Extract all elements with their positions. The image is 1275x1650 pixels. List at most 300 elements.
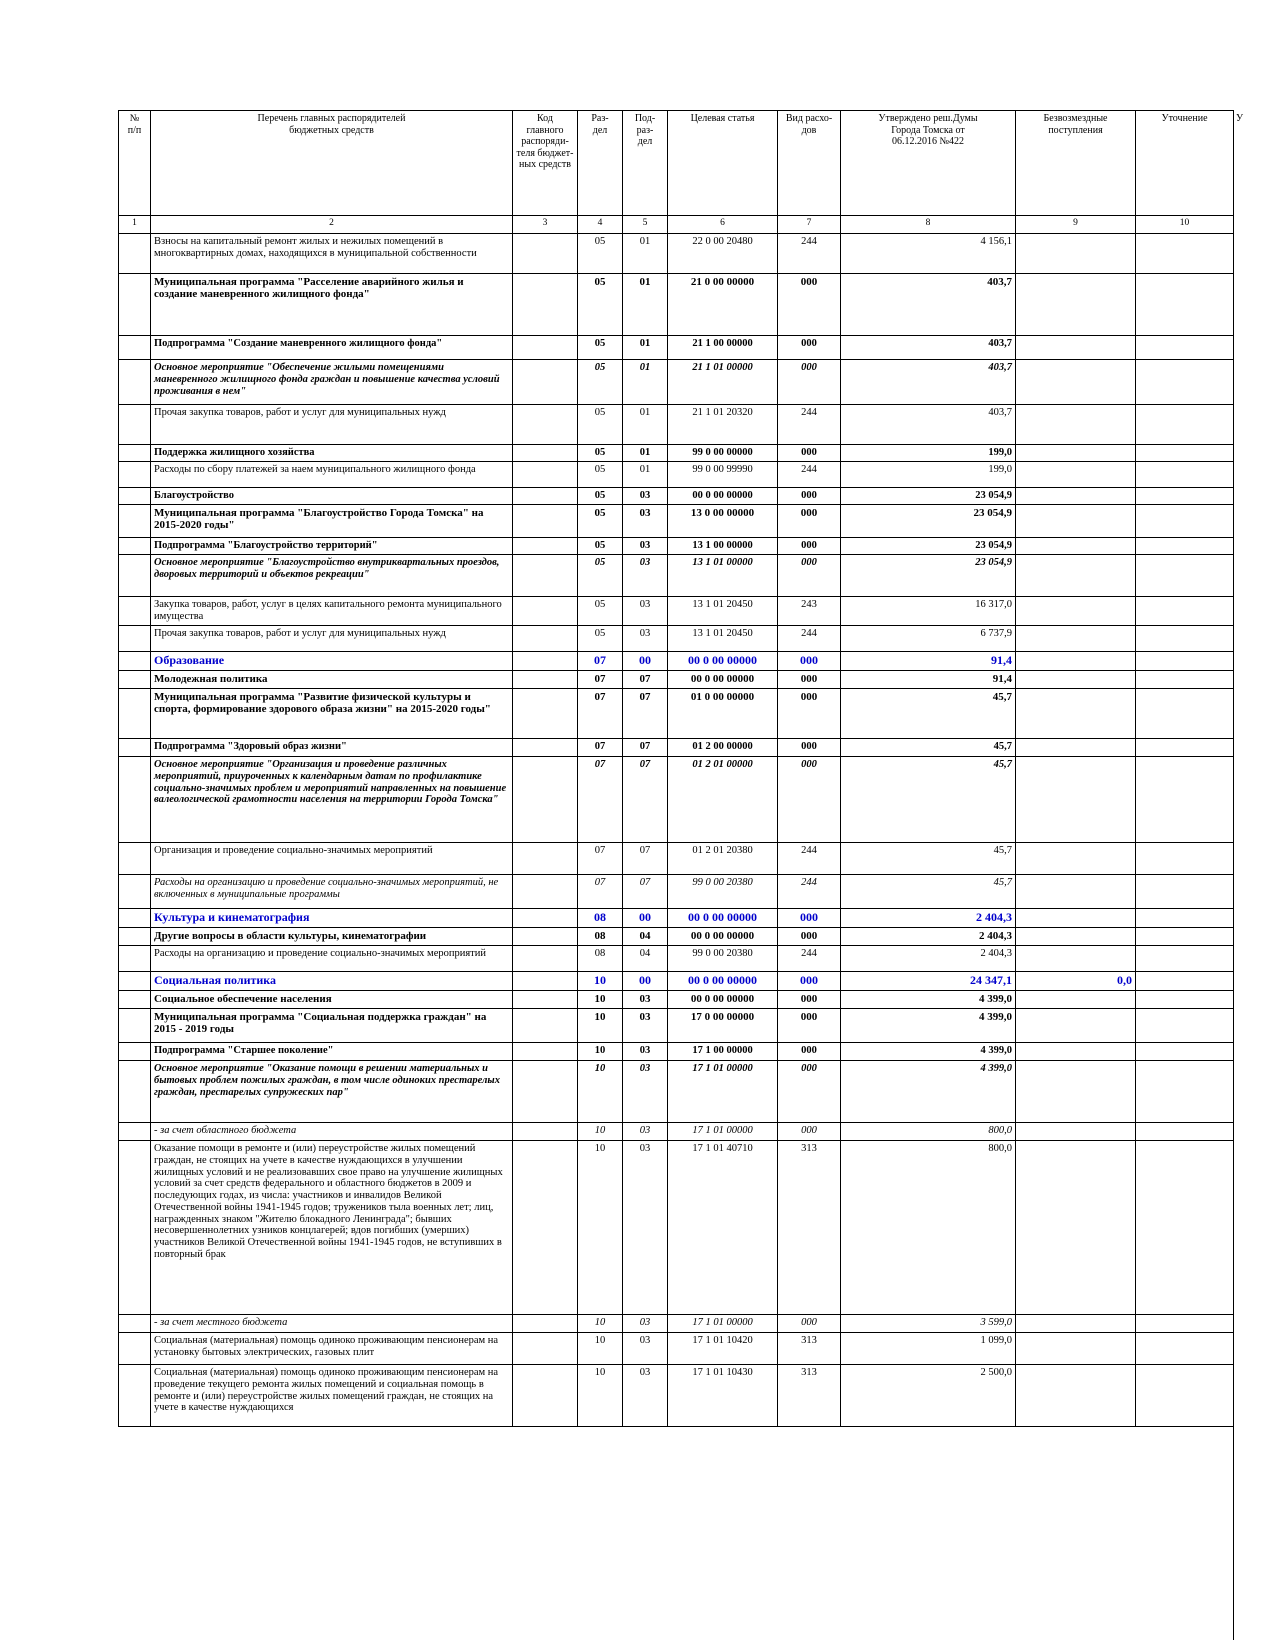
cell-vid: 000 [778,445,841,462]
cell-kod [513,757,578,843]
cell-kod [513,739,578,757]
cell-vid: 244 [778,626,841,652]
colnum-3: 3 [513,216,578,234]
cell-bezvozmezdnye [1016,1009,1136,1043]
cell-kod [513,972,578,991]
cell-number [119,946,151,972]
cell-vid: 000 [778,274,841,336]
cell-name: Подпрограмма "Благоустройство территорий" [151,538,513,555]
cell-bezvozmezdnye [1016,671,1136,689]
cell-vid: 000 [778,1043,841,1061]
cell-kod [513,689,578,739]
cell-number [119,1009,151,1043]
cell-podrazdel: 03 [623,597,668,626]
cell-razdel: 10 [578,1365,623,1427]
cell-celevaya: 17 1 01 00000 [668,1315,778,1333]
cell-podrazdel: 07 [623,757,668,843]
cell-utverzhdeno: 91,4 [841,671,1016,689]
cell-vid: 000 [778,1061,841,1123]
cell-kod [513,336,578,360]
cell-number [119,597,151,626]
colnum-5: 5 [623,216,668,234]
cell-celevaya: 01 0 00 00000 [668,689,778,739]
cell-name: Образование [151,652,513,671]
cell-kod [513,445,578,462]
cell-celevaya: 17 0 00 00000 [668,1009,778,1043]
cell-bezvozmezdnye [1016,234,1136,274]
table-row [119,360,1234,405]
cell-kod [513,991,578,1009]
cell-utverzhdeno: 1 099,0 [841,1333,1016,1365]
cell-number [119,757,151,843]
cell-celevaya: 99 0 00 00000 [668,445,778,462]
cell-utochnenie [1136,234,1234,274]
cell-vid: 244 [778,462,841,488]
table-row [119,1061,1234,1123]
cell-utverzhdeno: 4 399,0 [841,991,1016,1009]
cell-kod [513,1365,578,1427]
cell-celevaya: 17 1 01 10430 [668,1365,778,1427]
cell-number [119,991,151,1009]
cell-utverzhdeno: 4 156,1 [841,234,1016,274]
cell-vid: 000 [778,757,841,843]
colnum-7: 7 [778,216,841,234]
cell-podrazdel: 04 [623,946,668,972]
cell-kod [513,875,578,909]
cell-utverzhdeno: 403,7 [841,360,1016,405]
cell-celevaya: 00 0 00 00000 [668,909,778,928]
table-row [119,972,1234,991]
cell-utochnenie [1136,538,1234,555]
header-kod: Код главного распоряди- теля бюджет- ных средств [513,111,578,216]
cell-name: Благоустройство [151,488,513,505]
cell-utochnenie [1136,488,1234,505]
cell-kod [513,928,578,946]
cell-number [119,538,151,555]
cell-number [119,405,151,445]
cell-bezvozmezdnye [1016,626,1136,652]
cell-vid: 000 [778,909,841,928]
cell-number [119,555,151,597]
cell-vid: 313 [778,1333,841,1365]
table-row [119,505,1234,538]
cell-utverzhdeno: 2 404,3 [841,909,1016,928]
cell-podrazdel: 01 [623,274,668,336]
cell-kod [513,1315,578,1333]
cell-vid: 000 [778,336,841,360]
cell-kod [513,1043,578,1061]
cell-utverzhdeno: 45,7 [841,757,1016,843]
cell-kod [513,405,578,445]
cell-bezvozmezdnye [1016,991,1136,1009]
colnum-1: 1 [119,216,151,234]
cell-vid: 000 [778,360,841,405]
table-row [119,1123,1234,1141]
cell-razdel: 07 [578,671,623,689]
cell-number [119,972,151,991]
cell-celevaya: 17 1 00 00000 [668,1043,778,1061]
cell-utverzhdeno: 800,0 [841,1123,1016,1141]
cell-number [119,739,151,757]
cell-podrazdel: 03 [623,538,668,555]
cell-utverzhdeno: 45,7 [841,843,1016,875]
cell-vid: 244 [778,405,841,445]
cell-kod [513,1009,578,1043]
cell-utverzhdeno: 4 399,0 [841,1061,1016,1123]
column-numbering-row [119,216,1234,234]
cell-name: Основное мероприятие "Обеспечение жилыми помещениями маневренного жилищного фонда граждан и повышение качества условий проживания в нем" [151,360,513,405]
cell-podrazdel: 03 [623,1365,668,1427]
cell-vid: 000 [778,538,841,555]
table-row [119,671,1234,689]
cell-vid: 244 [778,843,841,875]
cell-podrazdel: 01 [623,462,668,488]
cell-name: Расходы на организацию и проведение социально-значимых мероприятий, не включенных в муниципальные программы [151,875,513,909]
cell-celevaya: 99 0 00 99990 [668,462,778,488]
cell-name: Прочая закупка товаров, работ и услуг для муниципальных нужд [151,626,513,652]
cell-podrazdel: 00 [623,652,668,671]
table-row [119,689,1234,739]
cell-number [119,336,151,360]
cell-bezvozmezdnye [1016,928,1136,946]
cell-celevaya: 99 0 00 20380 [668,875,778,909]
cell-kod [513,1141,578,1315]
cell-kod [513,909,578,928]
cell-number [119,488,151,505]
cell-vid: 000 [778,1009,841,1043]
table-row [119,234,1234,274]
table-row [119,462,1234,488]
cell-utochnenie [1136,1043,1234,1061]
cell-bezvozmezdnye [1016,445,1136,462]
cell-celevaya: 13 1 00 00000 [668,538,778,555]
cell-utochnenie [1136,671,1234,689]
cell-vid: 000 [778,652,841,671]
cell-vid: 313 [778,1365,841,1427]
cell-name: Социальная политика [151,972,513,991]
cell-kod [513,538,578,555]
cell-podrazdel: 03 [623,1043,668,1061]
table-row [119,555,1234,597]
cell-bezvozmezdnye [1016,405,1136,445]
cell-kod [513,671,578,689]
cell-utochnenie [1136,972,1234,991]
cell-razdel: 05 [578,505,623,538]
header-number: № п/п [119,111,151,216]
cell-utochnenie [1136,445,1234,462]
cell-utverzhdeno: 23 054,9 [841,538,1016,555]
header-razdel: Раз- дел [578,111,623,216]
cell-name: Взносы на капитальный ремонт жилых и нежилых помещений в многоквартирных домах, находящихся в муниципальной собственности [151,234,513,274]
cell-razdel: 10 [578,1043,623,1061]
cell-number [119,843,151,875]
cell-podrazdel: 03 [623,1061,668,1123]
cell-vid: 243 [778,597,841,626]
table-row [119,488,1234,505]
colnum-9: 9 [1016,216,1136,234]
cell-razdel: 10 [578,972,623,991]
cell-kod [513,843,578,875]
cell-number [119,462,151,488]
cell-bezvozmezdnye [1016,1333,1136,1365]
cell-number [119,1141,151,1315]
table-row [119,909,1234,928]
header-next-column: У [1236,113,1244,124]
cell-vid: 000 [778,1123,841,1141]
cell-bezvozmezdnye [1016,1315,1136,1333]
cell-kod [513,462,578,488]
cell-bezvozmezdnye [1016,538,1136,555]
cell-utverzhdeno: 45,7 [841,689,1016,739]
cell-podrazdel: 07 [623,843,668,875]
cell-kod [513,234,578,274]
table-row [119,1043,1234,1061]
cell-podrazdel: 03 [623,1333,668,1365]
table-header [119,111,1234,234]
cell-utverzhdeno: 16 317,0 [841,597,1016,626]
cell-razdel: 07 [578,757,623,843]
cell-bezvozmezdnye [1016,462,1136,488]
cell-number [119,1043,151,1061]
cell-vid: 000 [778,689,841,739]
cell-bezvozmezdnye: 0,0 [1016,972,1136,991]
cell-razdel: 05 [578,445,623,462]
cell-razdel: 05 [578,597,623,626]
cell-vid: 000 [778,505,841,538]
cell-bezvozmezdnye [1016,488,1136,505]
colnum-4: 4 [578,216,623,234]
cell-podrazdel: 01 [623,445,668,462]
cell-celevaya: 13 0 00 00000 [668,505,778,538]
cell-razdel: 05 [578,360,623,405]
cell-kod [513,1061,578,1123]
cell-utochnenie [1136,739,1234,757]
cell-vid: 244 [778,875,841,909]
cell-name: Культура и кинематография [151,909,513,928]
cell-utverzhdeno: 4 399,0 [841,1009,1016,1043]
cell-podrazdel: 01 [623,336,668,360]
cell-number [119,928,151,946]
table-row [119,843,1234,875]
cell-utochnenie [1136,360,1234,405]
table-row [119,1333,1234,1365]
cell-bezvozmezdnye [1016,360,1136,405]
cell-utochnenie [1136,928,1234,946]
cell-utochnenie [1136,597,1234,626]
cell-number [119,909,151,928]
cell-number [119,445,151,462]
header-name: Перечень главных распорядителей бюджетных средств [151,111,513,216]
cell-razdel: 10 [578,1009,623,1043]
cell-name: Подпрограмма "Создание маневренного жилищного фонда" [151,336,513,360]
cell-number [119,274,151,336]
cell-bezvozmezdnye [1016,597,1136,626]
budget-table [118,110,1234,1427]
cell-number [119,505,151,538]
table-row [119,991,1234,1009]
cell-podrazdel: 07 [623,671,668,689]
cell-podrazdel: 03 [623,1315,668,1333]
cell-celevaya: 00 0 00 00000 [668,991,778,1009]
cell-utverzhdeno: 6 737,9 [841,626,1016,652]
cell-name: Прочая закупка товаров, работ и услуг для муниципальных нужд [151,405,513,445]
cell-razdel: 05 [578,336,623,360]
cell-podrazdel: 03 [623,1009,668,1043]
cell-utochnenie [1136,505,1234,538]
cell-number [119,360,151,405]
cell-utochnenie [1136,626,1234,652]
cell-podrazdel: 07 [623,689,668,739]
cell-vid: 000 [778,739,841,757]
table-row [119,597,1234,626]
cell-vid: 000 [778,671,841,689]
cell-kod [513,652,578,671]
cell-name: Расходы на организацию и проведение социально-значимых мероприятий [151,946,513,972]
table-row [119,405,1234,445]
table-row [119,946,1234,972]
cell-name: Закупка товаров, работ, услуг в целях капитального ремонта муниципального имущества [151,597,513,626]
cell-celevaya: 21 1 01 20320 [668,405,778,445]
cell-utochnenie [1136,1009,1234,1043]
cell-utverzhdeno: 24 347,1 [841,972,1016,991]
cell-celevaya: 00 0 00 00000 [668,972,778,991]
cell-razdel: 10 [578,1333,623,1365]
cell-bezvozmezdnye [1016,1123,1136,1141]
cell-name: Организация и проведение социально-значимых мероприятий [151,843,513,875]
cell-vid: 000 [778,488,841,505]
cell-name: Основное мероприятие "Оказание помощи в решении материальных и бытовых проблем пожилых граждан, в том числе одиноких престарелых граждан, престарелых супружеских пар" [151,1061,513,1123]
cell-kod [513,946,578,972]
cell-name: Другие вопросы в области культуры, кинематографии [151,928,513,946]
table-row [119,757,1234,843]
cell-razdel: 05 [578,626,623,652]
cell-name: Основное мероприятие "Организация и проведение различных мероприятий, приуроченных к календарным датам по профилактике социально-значимых проблем и мероприятий направленных на повышение валеологической грамотности населения на территории Города Томска" [151,757,513,843]
cell-utochnenie [1136,405,1234,445]
cell-razdel: 05 [578,234,623,274]
table-row [119,274,1234,336]
cell-kod [513,555,578,597]
cell-utochnenie [1136,909,1234,928]
table-row [119,1315,1234,1333]
cell-utverzhdeno: 2 404,3 [841,946,1016,972]
cell-utverzhdeno: 403,7 [841,274,1016,336]
cell-razdel: 07 [578,843,623,875]
cell-razdel: 05 [578,538,623,555]
cell-vid: 244 [778,946,841,972]
cell-celevaya: 21 1 01 00000 [668,360,778,405]
cell-bezvozmezdnye [1016,336,1136,360]
cell-celevaya: 13 1 01 00000 [668,555,778,597]
cell-name: Подпрограмма "Старшее поколение" [151,1043,513,1061]
cell-podrazdel: 01 [623,405,668,445]
cell-name: Социальная (материальная) помощь одиноко проживающим пенсионерам на проведение текущего ремонта жилых помещений и социальная помощь в ремонте и (или) переустройстве жилых помещений граждан, не стоящих на учете в качестве нуждающихся [151,1365,513,1427]
cell-celevaya: 22 0 00 20480 [668,234,778,274]
cell-bezvozmezdnye [1016,1141,1136,1315]
header-utverzhdeno: Утверждено реш.Думы Города Томска от 06.12.2016 №422 [841,111,1016,216]
table-row [119,739,1234,757]
cell-razdel: 07 [578,652,623,671]
cell-razdel: 07 [578,689,623,739]
cell-razdel: 08 [578,909,623,928]
cell-kod [513,597,578,626]
cell-utochnenie [1136,555,1234,597]
cell-kod [513,505,578,538]
cell-razdel: 05 [578,405,623,445]
cell-kod [513,1333,578,1365]
cell-utochnenie [1136,689,1234,739]
cell-razdel: 10 [578,991,623,1009]
cell-name: Социальное обеспечение населения [151,991,513,1009]
cell-bezvozmezdnye [1016,1365,1136,1427]
cell-bezvozmezdnye [1016,505,1136,538]
cell-name: Муниципальная программа "Благоустройство Города Томска" на 2015-2020 годы" [151,505,513,538]
header-celevaya: Целевая статья [668,111,778,216]
cell-podrazdel: 03 [623,488,668,505]
cell-celevaya: 21 0 00 00000 [668,274,778,336]
cell-utochnenie [1136,1365,1234,1427]
cell-vid: 000 [778,928,841,946]
cell-razdel: 05 [578,274,623,336]
cell-utverzhdeno: 45,7 [841,739,1016,757]
cell-bezvozmezdnye [1016,909,1136,928]
cell-bezvozmezdnye [1016,1061,1136,1123]
cell-name: Оказание помощи в ремонте и (или) переустройстве жилых помещений граждан, не стоящих на учете в качестве нуждающихся в улучшении жилищных условий и не реализовавших свое право на улучшение жилищных условий за счет средств федерального и областного бюджетов в 2009 и последующих годах, из числа: участников и инвалидов Великой Отечественной войны 1941-1945 годов; тружеников тыла военных лет; лиц, награжденных знаком "Жителю блокадного Ленинграда"; бывших несовершеннолетних узников концлагерей; вдов погибших (умерших) участников Великой Отечественной войны 1941-1945 годов, не вступивших в повторный брак [151,1141,513,1315]
header-bezvozmezdnye: Безвозмездные поступления [1016,111,1136,216]
cell-utverzhdeno: 199,0 [841,445,1016,462]
cell-utverzhdeno: 403,7 [841,405,1016,445]
cell-utochnenie [1136,274,1234,336]
table-row [119,336,1234,360]
cell-bezvozmezdnye [1016,1043,1136,1061]
cell-celevaya: 00 0 00 00000 [668,928,778,946]
cell-celevaya: 17 1 01 00000 [668,1123,778,1141]
cell-utochnenie [1136,757,1234,843]
cell-bezvozmezdnye [1016,946,1136,972]
cell-number [119,1333,151,1365]
table-body [119,234,1234,1427]
cell-bezvozmezdnye [1016,757,1136,843]
cell-podrazdel: 03 [623,991,668,1009]
cell-number [119,671,151,689]
cell-razdel: 10 [578,1141,623,1315]
cell-utochnenie [1136,652,1234,671]
cell-utverzhdeno: 23 054,9 [841,505,1016,538]
cell-utochnenie [1136,875,1234,909]
cell-number [119,689,151,739]
cell-razdel: 10 [578,1123,623,1141]
cell-utochnenie [1136,336,1234,360]
cell-number [119,1365,151,1427]
cell-celevaya: 00 0 00 00000 [668,652,778,671]
cell-utverzhdeno: 23 054,9 [841,555,1016,597]
cell-name: Подпрограмма "Здоровый образ жизни" [151,739,513,757]
cell-utochnenie [1136,462,1234,488]
cell-kod [513,626,578,652]
table-row [119,1141,1234,1315]
cell-name: Социальная (материальная) помощь одиноко проживающим пенсионерам на установку бытовых электрических, газовых плит [151,1333,513,1365]
cell-bezvozmezdnye [1016,875,1136,909]
colnum-2: 2 [151,216,513,234]
cell-celevaya: 01 2 00 00000 [668,739,778,757]
cell-celevaya: 17 1 01 00000 [668,1061,778,1123]
cell-kod [513,488,578,505]
cell-vid: 000 [778,991,841,1009]
table-row [119,652,1234,671]
cell-vid: 313 [778,1141,841,1315]
header-utochnenie: Уточнение [1136,111,1234,216]
table-row [119,1365,1234,1427]
cell-podrazdel: 01 [623,360,668,405]
